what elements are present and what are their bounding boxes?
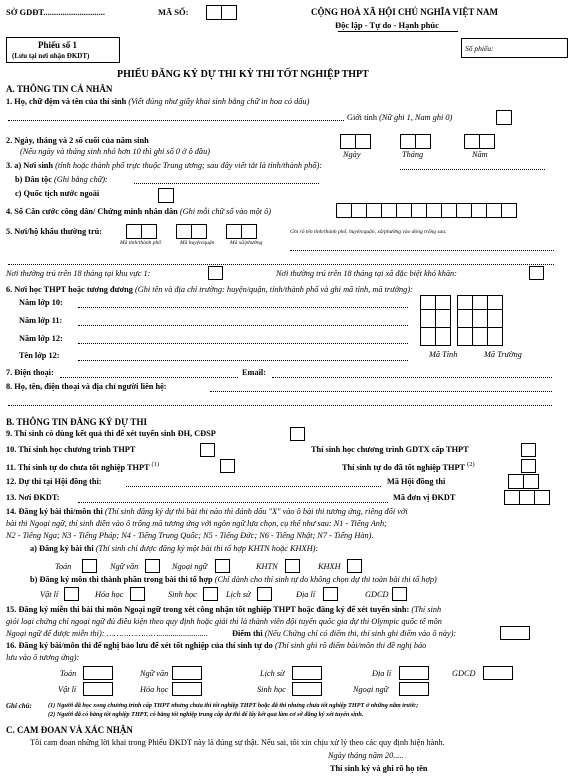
q10-box[interactable] — [200, 443, 215, 457]
q16-hoahoc-box[interactable] — [172, 682, 202, 696]
signature-label: Thí sinh ký và ghi rõ họ tên — [330, 764, 428, 773]
q11b-label: Thí sinh tự do đã tốt nghiệp THPT — [342, 462, 465, 472]
lop10-label: Năm lớp 10: — [19, 298, 63, 307]
lop10-field[interactable] — [78, 299, 408, 308]
q10-label: 10. Thí sinh học chương trình THPT — [6, 445, 136, 454]
ma-hoi-dong-boxes[interactable] — [508, 474, 539, 489]
q10b-box[interactable] — [521, 443, 536, 457]
q14-note: (Thí sinh đăng ký dự thi bài thi nào thì đánh dấu "X" vào ô bài thi tương ứng, riêng đối với — [104, 507, 408, 516]
q11-box[interactable] — [220, 459, 235, 473]
q12-label: 12. Dự thi tại Hội đồng thi: — [6, 477, 102, 486]
contact-field-1[interactable] — [210, 383, 552, 392]
q15-diem-note: (Nếu Chứng chỉ có điểm thi, thí sinh ghi điểm vào ô này): — [264, 629, 457, 638]
motto: Độc lập - Tự do - Hạnh phúc — [335, 20, 439, 30]
gender-label: Giới tính — [347, 113, 377, 122]
q12b-label: Mã Hội đồng thi — [387, 477, 446, 486]
q14b-note: (Chỉ dành cho thí sinh tự do không chọn dự thi toàn bài thi tổ hợp) — [214, 575, 437, 584]
q14b-hoahoc: Hóa học — [95, 590, 124, 599]
q16-sinhhoc: Sinh học — [257, 685, 286, 694]
ma-tinh-label: Mã Tỉnh — [429, 350, 458, 359]
q2-label: 2. Ngày, tháng và 2 số cuối của năm sinh — [6, 136, 149, 145]
q3b-label: b) Dân tộc — [15, 175, 52, 184]
dbkk-label: Nơi thường trú trên 18 tháng tại xã đặc biệt khó khăn: — [276, 269, 457, 278]
q14b-lichsu-box[interactable] — [257, 587, 272, 601]
signature-date: Ngày tháng năm 20..... — [328, 751, 404, 760]
dob-year-boxes[interactable] — [464, 134, 495, 149]
cam-doan-text: Tôi cam đoan những lời khai trong Phiếu ĐKDT này là đúng sự thật. Nếu sai, tôi xin chịu xử lý theo các quy định hiện hành. — [30, 738, 445, 747]
q16-ngoaingu: Ngoại ngữ — [353, 685, 389, 694]
q16-gdcd-box[interactable] — [483, 666, 513, 680]
q14b-vatli-box[interactable] — [64, 587, 79, 601]
q16-nguvan-box[interactable] — [172, 666, 202, 680]
q14b-label: b) Đăng ký môn thi thành phần trong bài thi tổ hợp — [30, 575, 213, 584]
q3b-note: (Ghi bằng chữ): — [53, 175, 108, 184]
q16-diali-box[interactable] — [399, 666, 429, 680]
q16-lichsu: Lịch sử — [260, 669, 285, 678]
ma-truong-label: Mã Trường — [484, 350, 522, 359]
q14a-ngoaingu: Ngoại ngữ — [172, 562, 208, 571]
ma-don-vi-boxes[interactable] — [504, 490, 550, 505]
ghichu-label: Ghi chú: — [6, 702, 32, 710]
q15-l2: giỏi loại chứng chỉ ngoại ngữ đủ điều kiện theo quy định hoặc giải thi là thành viên đội tuyển quốc gia dự thi Olympic quốc tế môn — [6, 617, 442, 626]
q13b-label: Mã đơn vị ĐKDT — [393, 493, 456, 502]
dob-day-boxes[interactable] — [340, 134, 371, 149]
q16-label: 16. Đăng ký bài/môn thi để nghị bảo lưu để xét tốt nghiệp của thí sinh tự do — [6, 641, 273, 650]
q14a-khxh: KHXH — [318, 562, 341, 571]
form-title: PHIẾU ĐĂNG KÝ DỰ THI KỲ THI TỐT NGHIỆP THPT — [117, 69, 369, 80]
q14b-sinhhoc: Sinh học — [168, 590, 197, 599]
lop11-field[interactable] — [78, 317, 408, 326]
q14a-note: (Thí sinh chỉ được đăng ký một bài thi tổ hợp KHTN hoặc KHXH): — [95, 544, 319, 553]
section-c-heading: C. CAM ĐOAN VÀ XÁC NHẬN — [6, 725, 133, 735]
q14b-diali: Địa lí — [296, 590, 316, 599]
phieu-so: Phiếu số 1 — [38, 40, 78, 50]
dan-toc-field[interactable] — [134, 175, 319, 184]
q14b-gdcd: GDCD — [365, 590, 389, 599]
ma-tinh-tp-boxes[interactable] — [126, 224, 157, 239]
q14-label: 14. Đăng ký bài thi/môn thi — [6, 507, 103, 516]
q14b-gdcd-box[interactable] — [392, 587, 407, 601]
q2-note: (Nếu ngày và tháng sinh nhỏ hơn 10 thì ghi số 0 ở ô đầu) — [20, 147, 210, 156]
ma-huyen-boxes[interactable] — [176, 224, 207, 239]
q4-label: 4. Số Căn cước công dân/ Chứng minh nhân dân — [6, 207, 178, 216]
ma-xa-boxes[interactable] — [226, 224, 257, 239]
phieu-note: (Lưu tại nơi nhận ĐKDT) — [12, 52, 90, 60]
ten-lop12-field[interactable] — [78, 352, 408, 361]
kv1-box[interactable] — [208, 266, 223, 280]
q14b-hoahoc-box[interactable] — [130, 587, 145, 601]
q6-note: (Ghi tên và địa chỉ trường: huyện/quận, tỉnh/thành phố và ghi mã tỉnh, mã trường): — [135, 285, 413, 294]
q14-l3: N2 - Tiếng Nga; N3 - Tiếng Pháp; N4 - Tiếng Trung Quốc; N5 - Tiếng Đức; N6 - Tiếng Nhật; N7 - Tiếng Hàn). — [6, 531, 374, 540]
q16-vatli: Vật lí — [58, 685, 77, 694]
q1-note: (Viết đúng như giấy khai sinh bằng chữ in hoa có dấu) — [128, 97, 310, 106]
section-a-heading: A. THÔNG TIN CÁ NHÂN — [6, 84, 113, 94]
q16-note: (Thí sinh ghi rõ điểm bài/môn thi đề nghị bảo — [274, 641, 427, 650]
ngay-label: Ngày — [343, 150, 361, 159]
q14a-toan: Toán — [55, 562, 72, 571]
q16-ngoaingu-box[interactable] — [399, 682, 429, 696]
so-phieu-label: Số phiếu: — [465, 44, 494, 53]
dob-month-boxes[interactable] — [400, 134, 431, 149]
email-label: Email: — [242, 368, 266, 377]
ma-so-box-2[interactable] — [221, 5, 237, 20]
q14b-sinhhoc-box[interactable] — [203, 587, 218, 601]
kv1-label: Nơi thường trú trên 18 tháng tại khu vực 1: — [6, 269, 151, 278]
q3a-label: 3. a) Nơi sinh — [6, 161, 54, 170]
nam-label: Năm — [472, 150, 488, 159]
country-name: CỘNG HOÀ XÃ HỘI CHỦ NGHĨA VIỆT NAM — [311, 7, 498, 17]
q14a-nguvan: Ngữ văn — [110, 562, 139, 571]
email-field[interactable] — [272, 369, 552, 378]
q4-note: (Ghi mỗi chữ số vào một ô) — [179, 207, 272, 216]
q5-label: 5. Nơi/hộ khẩu thường trú: — [6, 227, 103, 236]
q14a-nguvan-box[interactable] — [145, 559, 160, 573]
q11-sup: (1) — [151, 461, 160, 468]
q14a-khxh-box[interactable] — [347, 559, 362, 573]
cccd-boxes[interactable] — [336, 203, 517, 218]
q16-l2: lưu vào ô tương ứng): — [6, 653, 80, 662]
q3c-label: c) Quốc tịch nước ngoài — [15, 189, 100, 198]
q14b-diali-box[interactable] — [323, 587, 338, 601]
q15-l3: Ngoại ngữ để được miễn thi): …………………........................ — [6, 629, 209, 638]
q14a-label: a) Đăng ký bài thi — [30, 544, 94, 553]
q5-note: Ghi rõ tên tỉnh/thành phố, huyện/quận, xã/phường vào dòng trống sau: — [290, 229, 447, 235]
q16-diali: Địa lí — [372, 669, 392, 678]
gender-note: (Nữ ghi 1, Nam ghi 0) — [379, 113, 453, 122]
q3a-note: (tỉnh hoặc thành phố trực thuộc Trung ương; sau đây viết tắt là tỉnh/thành phố): — [55, 161, 323, 170]
ghichu-note-1: (1) Người đã học xong chương trình cấp THPT nhưng chưa thi tốt nghiệp THPT hoặc đã thi nhưng chưa tốt nghiệp THPT ở những năm trước; — [48, 702, 419, 709]
motto-underline — [338, 31, 458, 32]
q6-label: 6. Nơi học THPT hoặc tương đương — [6, 285, 133, 294]
lop12-label: Năm lớp 12: — [19, 334, 63, 343]
q16-vatli-box[interactable] — [83, 682, 113, 696]
q16-sinhhoc-box[interactable] — [292, 682, 322, 696]
q15-diem-label: Điểm thi — [232, 629, 263, 638]
ma-tinh-tp-label: Mã tỉnh/thành phố — [120, 240, 161, 246]
full-name-field[interactable] — [8, 112, 344, 121]
q11b-sup: (2) — [467, 461, 475, 468]
ten-lop12-label: Tên lớp 12: — [19, 351, 60, 360]
q14a-toan-box[interactable] — [82, 559, 97, 573]
hoi-dong-thi-field[interactable] — [126, 478, 381, 487]
thang-label: Tháng — [402, 150, 424, 159]
q14b-lichsu: Lịch sử — [226, 590, 251, 599]
q15-note: (Thí sinh — [411, 605, 442, 614]
q9-box[interactable] — [290, 427, 305, 441]
dbkk-box[interactable] — [529, 266, 544, 280]
quoc-tich-box[interactable] — [158, 188, 174, 203]
school-code-grid[interactable] — [420, 295, 503, 346]
q14a-ngoaingu-box[interactable] — [215, 559, 230, 573]
q15-label: 15. Đăng ký miễn thi bài thi môn Ngoại ngữ trong xét công nhận tốt nghiệp THPT hoặc đăng ký để xét tuyển sinh: — [6, 605, 410, 614]
q16-gdcd: GDCD — [452, 669, 476, 678]
ma-so-label: MÃ SỐ: — [158, 7, 189, 17]
q11b-box[interactable] — [521, 459, 536, 473]
q16-toan-box[interactable] — [83, 666, 113, 680]
contact-field-2[interactable] — [8, 397, 552, 406]
q9-label: 9. Thí sinh có dùng kết quả thi để xét tuyển sinh ĐH, CĐSP — [6, 429, 216, 438]
lop12-field[interactable] — [78, 335, 408, 344]
q1-label: 1. Họ, chữ đệm và tên của thí sinh — [6, 97, 127, 106]
address-field-1[interactable] — [290, 242, 554, 251]
q8-label: 8. Họ, tên, điện thoại và địa chỉ người liên hệ: — [6, 382, 167, 391]
q7-label: 7. Điện thoại: — [6, 368, 54, 377]
ghichu-note-2: (2) Người đã có bằng tốt nghiệp THPT, có bằng tốt nghiệp trung cấp dự thi để lấy kết quả làm cơ sở đăng ký xét tuyển sinh. — [48, 711, 364, 718]
gender-box[interactable] — [496, 110, 512, 125]
noi-sinh-field[interactable] — [400, 161, 545, 170]
q11-label: 11. Thí sinh tự do chưa tốt nghiệp THPT — [6, 462, 150, 472]
q13-label: 13. Nơi ĐKDT: — [6, 493, 60, 502]
ma-huyen-label: Mã huyện/quận — [180, 240, 215, 246]
q15-diem-box[interactable] — [500, 626, 530, 640]
address-field-2[interactable] — [8, 256, 554, 265]
q14a-khtn-box[interactable] — [285, 559, 300, 573]
q16-hoahoc: Hóa học — [140, 685, 169, 694]
q16-nguvan: Ngữ văn — [140, 669, 169, 678]
so-gddt: SỞ GDĐT............................. — [6, 7, 106, 17]
ma-so-box-1[interactable] — [206, 5, 222, 20]
phone-field[interactable] — [60, 369, 238, 378]
q14a-khtn: KHTN — [256, 562, 278, 571]
q10b-label: Thí sinh học chương trình GDTX cấp THPT — [311, 445, 469, 454]
noi-dkdt-field[interactable] — [78, 494, 388, 503]
q14b-vatli: Vật lí — [40, 590, 59, 599]
lop11-label: Năm lớp 11: — [19, 316, 63, 325]
q14-l2: bài thi Ngoại ngữ, thí sinh điền vào ô trống mã tương ứng với ngôn ngữ lựa chọn, cụ thể như sau: N1 - Tiếng Anh; — [6, 519, 387, 528]
ma-xa-label: Mã xã/phường — [230, 240, 263, 246]
section-b-heading: B. THÔNG TIN ĐĂNG KÝ DỰ THI — [6, 417, 147, 427]
q16-lichsu-box[interactable] — [292, 666, 322, 680]
q16-toan: Toán — [60, 669, 77, 678]
